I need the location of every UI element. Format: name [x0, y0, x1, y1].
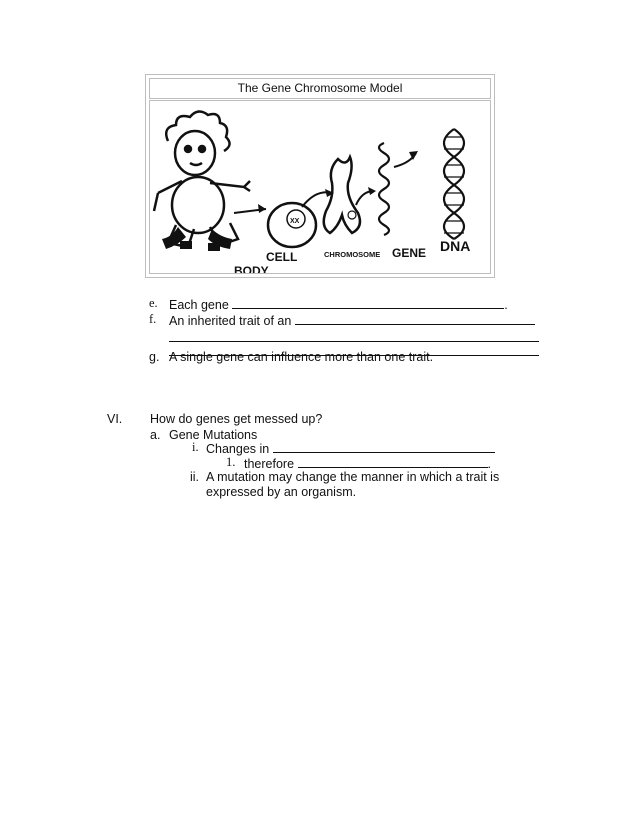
cell-drawing: [268, 203, 316, 247]
section-vi-ii-line2: expressed by an organism.: [206, 485, 357, 499]
item-g-text: A single gene can influence more than one trait.: [169, 350, 434, 364]
section-vi-ii-marker: ii.: [190, 470, 200, 484]
label-gene: GENE: [392, 246, 427, 260]
label-dna: DNA: [440, 238, 471, 254]
item-f: [169, 312, 535, 329]
label-chromosome: CHROMOSOME: [324, 250, 381, 259]
gene-drawing: [379, 143, 389, 235]
section-vi-a-marker: a.: [150, 428, 161, 442]
section-vi-1-text: therefore: [244, 457, 295, 471]
label-cell: CELL: [266, 250, 298, 264]
item-f-blank-line-2: [169, 341, 539, 342]
section-vi-1-end: .: [487, 457, 491, 471]
item-e-text: Each gene: [169, 298, 229, 312]
person-drawing: [154, 111, 250, 247]
section-vi-i-text: Changes in: [206, 442, 270, 456]
item-e-end: .: [504, 298, 508, 312]
gene-chromosome-illustration: [150, 101, 490, 273]
figure-title: The Gene Chromosome Model: [149, 78, 491, 99]
item-f-blank: [295, 312, 535, 325]
dna-drawing: [444, 129, 464, 239]
item-e: [169, 296, 508, 313]
item-g-marker: g.: [149, 350, 160, 364]
item-e-blank: [232, 296, 504, 309]
item-e-marker: e.: [149, 296, 158, 310]
section-vi-1-blank: [298, 455, 488, 468]
section-vi-ii-line1: A mutation may change the manner in which a trait is: [206, 470, 500, 484]
item-f-marker: f.: [149, 312, 157, 326]
section-vi-i-blank: [273, 440, 495, 453]
section-vi-numeral: VI.: [107, 412, 123, 426]
section-vi-question: How do genes get messed up?: [150, 412, 323, 426]
label-nucleus: XX: [290, 218, 300, 225]
section-vi-i-marker: i.: [192, 440, 199, 454]
label-body: BODY: [234, 264, 269, 273]
section-vi-a-text: Gene Mutations: [169, 428, 258, 442]
figure-image-box: [149, 100, 491, 274]
section-vi-1-marker: 1.: [226, 455, 236, 469]
item-f-text: An inherited trait of an: [169, 314, 292, 328]
